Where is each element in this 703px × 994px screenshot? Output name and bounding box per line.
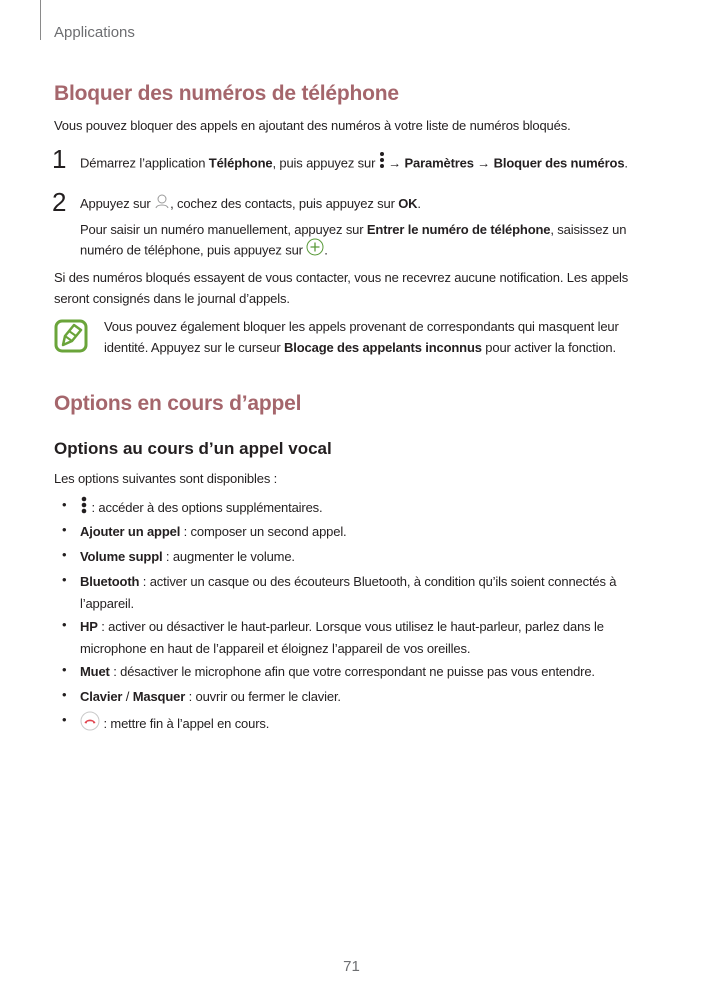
section-title-call-options: Options en cours d’appel: [54, 392, 302, 415]
step-2-part: .: [417, 196, 421, 211]
menu-bloquer-numeros: Bloquer des numéros: [493, 155, 625, 171]
note-part: identité. Appuyez sur le curseur: [104, 340, 285, 355]
bullet: •: [62, 547, 67, 562]
bullet: •: [62, 687, 67, 702]
note-line1: Vous pouvez également bloquer les appels provenant de correspondants qui masquent leur: [104, 319, 619, 334]
list-item: [80, 571, 650, 615]
add-icon: [306, 238, 324, 264]
step-2-sub-part: , saisissez un: [550, 222, 627, 237]
note-line2: [104, 336, 616, 360]
section-header: Applications: [54, 24, 135, 41]
step-1-part: Démarrez l’application: [80, 155, 209, 171]
step-1-text: [80, 151, 628, 177]
step-number-2: 2: [52, 187, 67, 217]
menu-parametres: Paramètres: [404, 155, 474, 171]
list-item: [80, 521, 650, 543]
bullet: •: [62, 662, 67, 677]
app-name-telephone: Téléphone: [208, 155, 273, 171]
unknown-callers-toggle-label: Blocage des appelants inconnus: [284, 340, 482, 355]
bullet: •: [62, 617, 67, 632]
contact-icon: [154, 193, 170, 217]
list-item: [80, 711, 650, 738]
option-hp: HP: [80, 619, 98, 634]
bullet: •: [62, 712, 67, 727]
bullet: •: [62, 522, 67, 537]
list-item: [80, 546, 650, 568]
page-number: 71: [343, 958, 360, 975]
blocked-info-line1: Si des numéros bloqués essayent de vous contacter, vous ne recevrez aucune notification. Les appels: [54, 270, 629, 285]
list-item-text: : accéder à des options supplémentaires.: [88, 499, 323, 515]
arrow: →: [473, 155, 494, 171]
list-item-text: : ouvrir ou fermer le clavier.: [185, 689, 341, 704]
blocked-info-line2: seront consignés dans le journal d’appels.: [54, 291, 290, 306]
step-number-1: 1: [52, 144, 67, 174]
list-item-text: : activer un casque ou des écouteurs Bluetooth, à condition qu’ils soient connectés à l’appareil.: [80, 574, 617, 611]
step-2-part: , cochez des contacts, puis appuyez sur: [170, 196, 399, 211]
list-item: [80, 616, 650, 660]
step-2-text: [80, 192, 421, 217]
list-item-text: : activer ou désactiver le haut-parleur. Lorsque vous utilisez le haut-parleur, parlez dans le microphone en haut de l’appareil et éloignez l’appareil de vos oreilles.: [80, 619, 604, 656]
list-item-text: : composer un second appel.: [180, 524, 347, 539]
note-pencil-icon: [54, 319, 88, 358]
step-1-part: .: [624, 155, 628, 171]
list-item: [80, 686, 650, 708]
step-1-part: , puis appuyez sur: [272, 155, 379, 171]
end-call-icon: [80, 711, 100, 738]
step-2-sub-part: numéro de téléphone, puis appuyez sur: [80, 242, 307, 258]
section-title-block-numbers: Bloquer des numéros de téléphone: [54, 82, 399, 105]
bullet: •: [62, 497, 67, 512]
option-ajouter-appel: Ajouter un appel: [80, 524, 181, 539]
enter-number-label: Entrer le numéro de téléphone: [366, 222, 551, 237]
separator: /: [122, 689, 133, 704]
list-item-text: : mettre fin à l’appel en cours.: [100, 715, 270, 731]
header-rule: [40, 0, 41, 40]
bullet: •: [62, 572, 67, 587]
note-part: pour activer la fonction.: [481, 340, 616, 355]
option-masquer: Masquer: [132, 689, 186, 704]
list-item-text: : augmenter le volume.: [162, 549, 295, 564]
arrow: →: [384, 155, 405, 171]
list-item-text: : désactiver le microphone afin que votre correspondant ne puisse pas vous entendre.: [109, 664, 595, 679]
subsection-title: Options au cours d’un appel vocal: [54, 439, 332, 458]
intro-text: Vous pouvez bloquer des appels en ajoutant des numéros à votre liste de numéros bloqués.: [54, 118, 571, 133]
step-2-sub-part: .: [324, 242, 328, 258]
list-item: [80, 661, 650, 683]
step-2-part: Appuyez sur: [80, 196, 155, 211]
option-bluetooth: Bluetooth: [80, 574, 140, 589]
options-intro: Les options suivantes sont disponibles :: [54, 471, 278, 486]
list-item: [80, 496, 650, 521]
option-muet: Muet: [80, 664, 110, 679]
more-options-icon: [80, 496, 88, 521]
step-2-sub-part: Pour saisir un numéro manuellement, appuyez sur: [80, 222, 367, 237]
step-2-sub-line2: [80, 238, 328, 264]
option-clavier: Clavier: [80, 689, 123, 704]
option-volume-suppl: Volume suppl: [80, 549, 163, 564]
ok-label: OK: [398, 196, 418, 211]
